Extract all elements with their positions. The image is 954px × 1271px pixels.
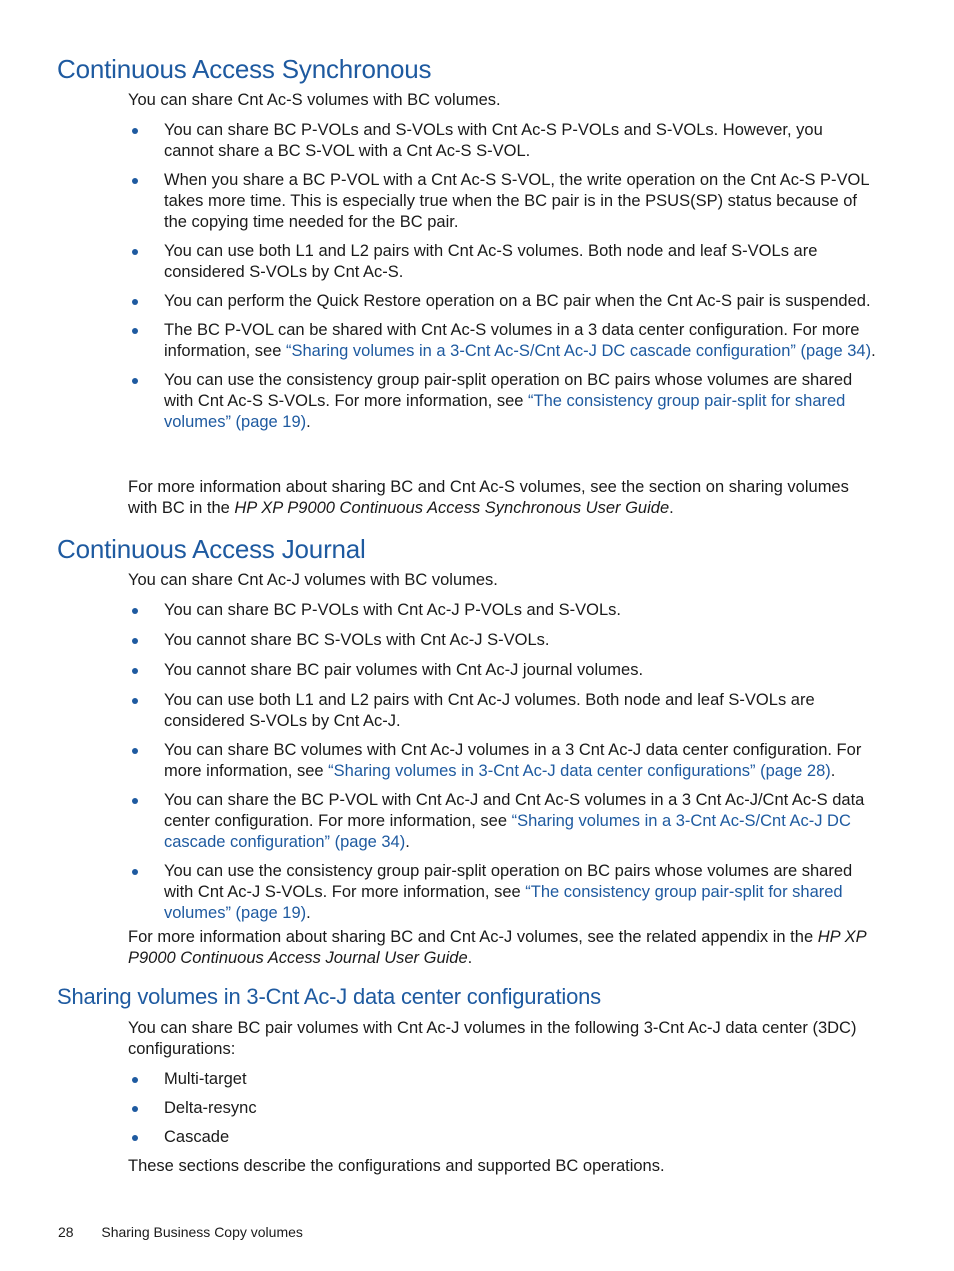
page-footer: [58, 1223, 303, 1241]
list-item: You can share BC P-VOLs and S-VOLs with Cnt Ac-S P-VOLs and S-VOLs. However, you cannot share a BC S-VOL with a Cnt Ac-S S-VOL.: [164, 120, 876, 162]
bullet-icon: [132, 299, 138, 305]
bullet-icon: [132, 178, 138, 184]
bullet-icon: [132, 748, 138, 754]
page-number: 28: [58, 1224, 74, 1240]
list-item: Delta-resync: [164, 1098, 876, 1119]
bullet-icon: [132, 328, 138, 334]
bullet-icon: [132, 1135, 138, 1141]
subsection-intro-3dc: You can share BC pair volumes with Cnt Ac-J volumes in the following 3-Cnt Ac-J data center (3DC) configurations:: [128, 1019, 857, 1058]
bullet-icon: [132, 638, 138, 644]
xref-link-cascade-config[interactable]: “Sharing volumes in a 3-Cnt Ac-S/Cnt Ac-J DC cascade configuration” (page 34): [285, 342, 872, 360]
list-item: You can share BC P-VOLs with Cnt Ac-J P-VOLs and S-VOLs.: [164, 600, 876, 621]
section-outro-cas: For more information about sharing BC and Cnt Ac-S volumes, see the section on sharing volumes with BC in the HP XP P9000 Continuous Access Synchronous User Guide.: [128, 478, 849, 517]
bullet-icon: [132, 249, 138, 255]
list-item: You cannot share BC pair volumes with Cnt Ac-J journal volumes.: [164, 660, 876, 681]
footer-section-title: Sharing Business Copy volumes: [101, 1224, 303, 1240]
xref-link-cascade-config[interactable]: “Sharing volumes in a 3-Cnt Ac-S/Cnt Ac-J DC cascade configuration” (page 34): [164, 812, 851, 851]
list-item: The BC P-VOL can be shared with Cnt Ac-S volumes in a 3 data center configuration. For more information, see “Sharing volumes in a 3-Cnt Ac-S/Cnt Ac-J DC cascade configuration” (page 34).: [164, 320, 876, 362]
list-item: You can use both L1 and L2 pairs with Cnt Ac-J volumes. Both node and leaf S-VOLs are considered S-VOLs by Cnt Ac-J.: [164, 690, 876, 732]
section-heading-caj: Continuous Access Journal: [57, 534, 366, 564]
guide-title: HP XP P9000 Continuous Access Journal User Guide: [128, 928, 867, 967]
bullet-icon: [132, 798, 138, 804]
list-item: When you share a BC P-VOL with a Cnt Ac-S S-VOL, the write operation on the Cnt Ac-S P-VOL takes more time. This is especially true when the BC pair is in the PSUS(SP) status because of the copying time needed for the BC pair.: [164, 170, 876, 233]
list-item: You can share BC volumes with Cnt Ac-J volumes in a 3 Cnt Ac-J data center configuration. For more information, see “Sharing volumes in 3-Cnt Ac-J data center configurations” (page 28).: [164, 740, 876, 782]
bullet-icon: [132, 1106, 138, 1112]
list-item: Cascade: [164, 1127, 876, 1148]
list-item: You can share the BC P-VOL with Cnt Ac-J and Cnt Ac-S volumes in a 3 Cnt Ac-J/Cnt Ac-S data center configuration. For more information, see “Sharing volumes in a 3-Cnt Ac-S/Cnt Ac-J DC cascade configuration” (page 34).: [164, 790, 876, 853]
bullet-icon: [132, 128, 138, 134]
list-item: You can use both L1 and L2 pairs with Cnt Ac-S volumes. Both node and leaf S-VOLs are considered S-VOLs by Cnt Ac-S.: [164, 241, 876, 283]
bullet-list-caj: [164, 600, 876, 924]
bullet-icon: [132, 608, 138, 614]
list-item: You can perform the Quick Restore operation on a BC pair when the Cnt Ac-S pair is suspended.: [164, 291, 876, 312]
xref-link-consistency-group[interactable]: “The consistency group pair-split for shared volumes” (page 19): [164, 392, 846, 431]
section-intro-caj: You can share Cnt Ac-J volumes with BC volumes.: [128, 571, 498, 589]
guide-title: HP XP P9000 Continuous Access Synchronous User Guide: [234, 499, 670, 517]
section-heading-cas: Continuous Access Synchronous: [57, 54, 432, 84]
bullet-icon: [132, 668, 138, 674]
bullet-list-3dc: [164, 1069, 876, 1148]
xref-link-consistency-group[interactable]: “The consistency group pair-split for shared volumes” (page 19): [164, 883, 843, 922]
bullet-icon: [132, 698, 138, 704]
section-outro-caj: For more information about sharing BC and Cnt Ac-J volumes, see the related appendix in the HP XP P9000 Continuous Access Journal User Guide.: [128, 928, 867, 967]
bullet-icon: [132, 1077, 138, 1083]
list-item: Multi-target: [164, 1069, 876, 1090]
bullet-icon: [132, 378, 138, 384]
list-item: You can use the consistency group pair-split operation on BC pairs whose volumes are shared with Cnt Ac-S S-VOLs. For more information, see “The consistency group pair-split for shared volumes” (page 19).: [164, 370, 876, 433]
subsection-outro-3dc: These sections describe the configurations and supported BC operations.: [128, 1157, 665, 1175]
section-intro-cas: You can share Cnt Ac-S volumes with BC volumes.: [128, 91, 501, 109]
subsection-heading-3dc: Sharing volumes in 3-Cnt Ac-J data center configurations: [57, 984, 601, 1009]
bullet-icon: [132, 869, 138, 875]
bullet-list-cas: [164, 120, 876, 433]
xref-link-3cnt-acj-config[interactable]: “Sharing volumes in 3-Cnt Ac-J data center configurations” (page 28): [328, 762, 831, 780]
list-item: You cannot share BC S-VOLs with Cnt Ac-J S-VOLs.: [164, 630, 876, 651]
list-item: You can use the consistency group pair-split operation on BC pairs whose volumes are shared with Cnt Ac-J S-VOLs. For more information, see “The consistency group pair-split for shared volumes” (page 19).: [164, 861, 876, 924]
